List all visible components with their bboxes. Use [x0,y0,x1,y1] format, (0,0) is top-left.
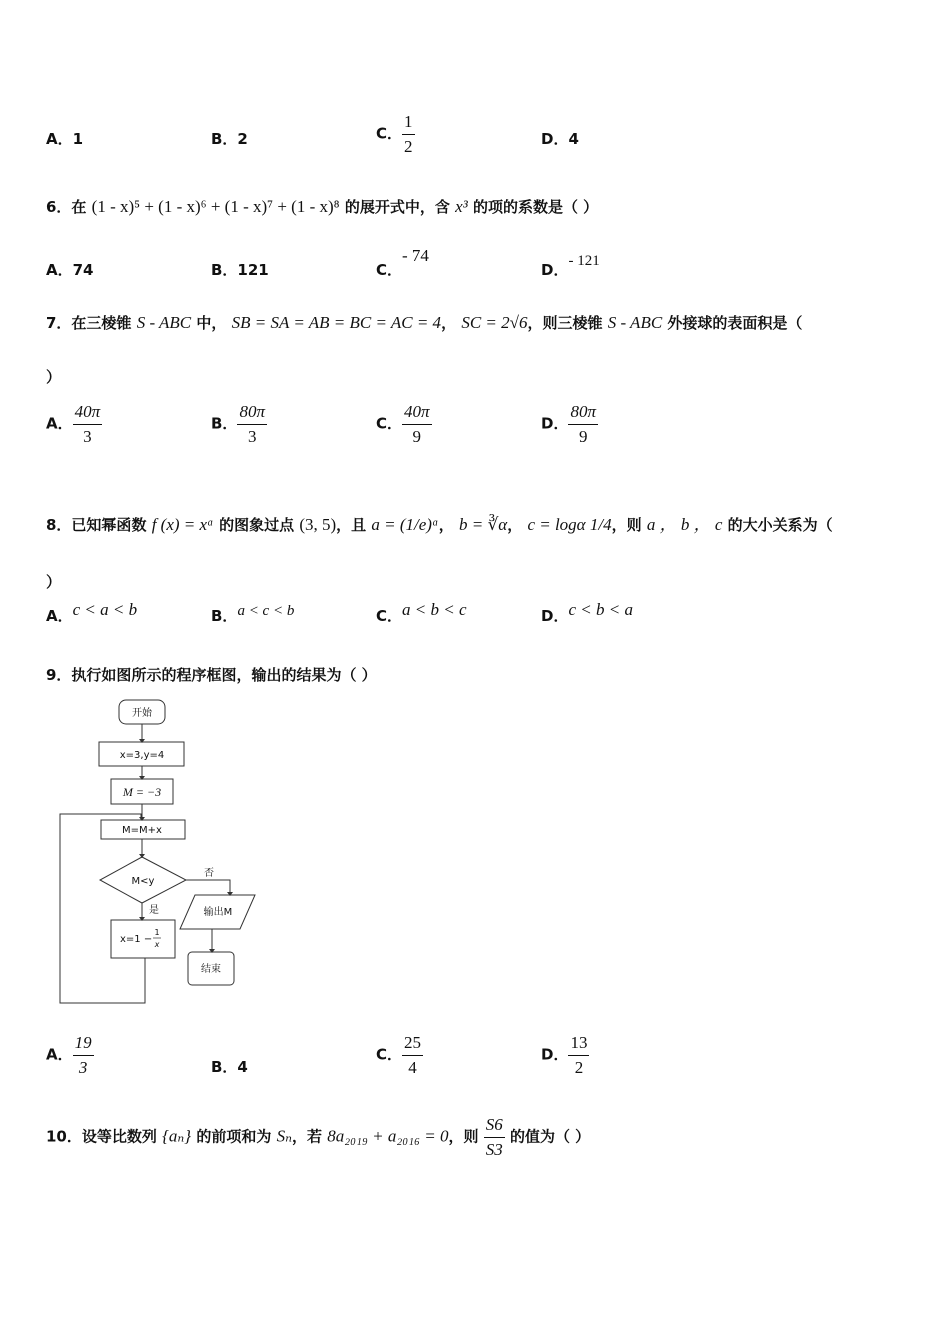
q7-prefix: 7．在三棱锥 [46,314,132,332]
q9-c-numerator: 25 [402,1033,423,1056]
q10-mid1: 的前项和为 [196,1127,272,1146]
q10-sequence: {aₙ} [162,1126,192,1146]
q10-mid2: ，若 [291,1127,322,1146]
q5-option-d: D．4 [541,130,579,148]
q9-c-denominator: 4 [408,1057,417,1077]
q8-point: (3, 5) [299,515,337,534]
q5-option-c [376,112,415,156]
q8-b-value: a < c < b [237,603,295,619]
q5-option-c-label: C． [376,124,403,143]
q7-d-numerator: 80π [568,402,598,425]
q9-d-numerator: 13 [568,1033,589,1056]
q10-ratio-numerator: S6 [484,1115,505,1138]
q9-stem: 9．执行如图所示的程序框图，输出的结果为（ ） [46,666,377,684]
q9-option-d [541,1033,589,1077]
flow-x-update-text: x=1 − [120,934,153,945]
q7-mid1: 中， [196,314,227,332]
q8-prefix: 8．已知幂函数 [46,516,147,534]
q8-option-a [46,600,138,626]
q9-option-c [376,1033,423,1077]
q5-option-a: A．1 [46,130,84,148]
flow-x-frac-den: x [154,940,160,949]
q8-option-d [541,600,633,626]
q7-condition-2: SC = 2√6 [461,313,528,332]
q7-suffix: 外接球的表面积是（ [667,314,803,332]
q10-prefix: 10．设等比数列 [46,1127,157,1146]
q8-d-label: D． [541,607,569,625]
q9-a-numerator: 19 [73,1033,94,1056]
q5-c-numerator: 1 [402,112,415,135]
q7-option-b [211,402,267,446]
q7-option-d [541,402,598,446]
q7-pyramid-2: S - ABC [607,313,663,332]
flow-init-text: x=3,y=4 [119,750,165,761]
flow-condition-text: M<y [131,876,155,887]
q8-mid3: ，则 [611,516,642,534]
q6-expression: (1 - x)⁵ + (1 - x)⁶ + (1 - x)⁷ + (1 - x)⁸ [91,197,340,216]
q6-option-d [541,253,600,280]
flow-output-text: 输出M [203,907,233,918]
q9-a-label: A． [46,1045,73,1064]
q9-option-a [46,1033,94,1077]
q6-middle: 的展开式中，含 [344,198,450,216]
flow-start-text: 开始 [132,708,152,719]
q8-suffix: 的大小关系为（ [727,516,833,534]
q6-option-c-value: - 74 [402,246,429,265]
q7-mid2: ，则三棱锥 [527,314,603,332]
q8-option-b [211,605,294,626]
q8-mid1: 的图象过点 [219,516,295,534]
q9-a-denominator: 3 [78,1057,88,1077]
q8-function: f (x) = xᵅ [151,515,214,534]
q9-d-denominator: 2 [574,1057,584,1077]
q7-option-c [376,402,432,446]
q5-option-b: B．2 [211,130,248,148]
q7-a-label: A． [46,414,73,433]
q6-option-d-value: - 121 [568,253,600,269]
q8-close-paren: ） [46,573,62,591]
q10-ratio-denominator: S3 [485,1139,503,1159]
q8-stem: 8．已知幂函数 f (x) = xᵅ 的图象过点 (3, 5)，且 a = (1/e)ᵅ， b = ∛α， c = logα 1/4，则 a ， b ， c 的大小关系为（ [46,515,833,534]
q9-c-label: C． [376,1045,403,1064]
q10-sn: Sₙ [276,1126,292,1146]
q7-c-label: C． [376,414,403,433]
q7-a-denominator: 3 [83,426,92,446]
q7-stem [46,312,802,333]
q8-a-value: c < a < b [72,600,138,619]
q6-option-c-label: C． [376,261,403,279]
flow-m-init-text: M = −3 [122,785,162,799]
q6-term: x³ [455,197,468,216]
q10-stem [46,1115,590,1159]
q10-mid3: ，则 [448,1127,479,1146]
q7-b-label: B． [211,414,238,433]
q9-d-label: D． [541,1045,569,1064]
q7-b-denominator: 3 [247,426,257,446]
q8-c-label: C． [376,607,403,625]
flow-x-frac-num: 1 [154,928,160,937]
q7-d-denominator: 9 [578,426,588,446]
q8-variables: a ， b ， c [646,515,723,534]
q7-d-label: D． [541,414,569,433]
q6-option-a: A．74 [46,261,94,279]
q8-c-value: a < b < c [402,600,467,619]
q7-option-a [46,402,102,446]
q10-condition: 8a₂₀₁₉ + a₂₀₁₆ = 0 [327,1126,449,1146]
q7-pyramid: S - ABC [136,313,192,332]
q8-option-c [376,600,467,626]
q7-a-numerator: 40π [73,402,103,425]
q8-c-definition: c = logα 1/4 [527,515,612,534]
q7-condition-1: SB = SA = AB = BC = AC = 4 [231,313,442,332]
q6-option-c [376,246,429,280]
q8-a-definition: a = (1/e)ᵅ [371,515,439,534]
flow-yes-label: 是 [149,905,159,916]
q5-c-denominator: 2 [404,136,413,156]
q6-option-d-label: D． [541,261,569,279]
q10-suffix: 的值为（ ） [509,1127,591,1146]
q7-comma: ， [441,314,457,332]
q8-b-label: B． [211,607,238,625]
flow-no-label: 否 [204,868,214,879]
q8-mid2: ，且 [336,516,367,534]
q8-d-value: c < b < a [568,600,633,619]
q8-b-definition: b = ∛α [458,515,508,534]
q6-stem [46,196,598,217]
q7-c-numerator: 40π [402,402,432,425]
flow-update-text: M=M+x [122,825,162,836]
q8-a-label: A． [46,607,73,625]
q7-close-paren: ） [46,368,62,386]
q6-prefix: 6．在 [46,198,87,216]
q6-suffix: 的项的系数是（ ） [472,198,599,216]
q9-option-b: B．4 [211,1058,248,1076]
flow-end-text: 结束 [201,964,221,975]
q7-c-denominator: 9 [412,426,422,446]
q6-option-b: B．121 [211,261,269,279]
q7-b-numerator: 80π [237,402,267,425]
flowchart [40,690,280,1020]
